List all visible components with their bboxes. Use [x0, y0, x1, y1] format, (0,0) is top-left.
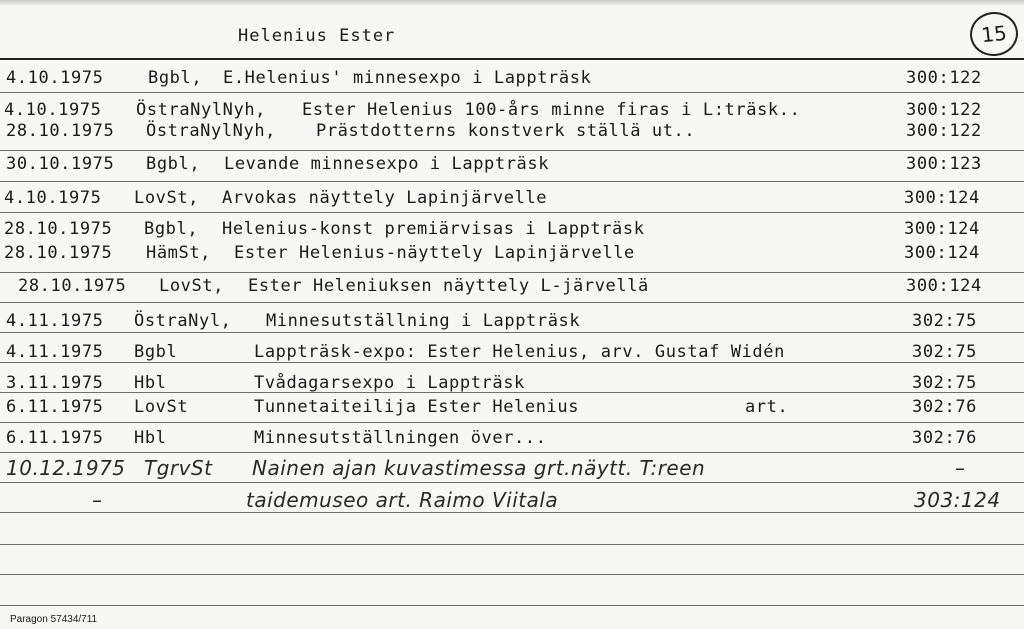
card-number: 15	[980, 20, 1008, 48]
entry-ref: 302:75	[912, 342, 978, 362]
ruled-line	[0, 272, 1024, 273]
ruled-line	[0, 574, 1024, 575]
entry-date: 6.11.1975	[6, 428, 104, 448]
entry-date: 28.10.1975	[4, 219, 113, 239]
handwritten-entry-row	[0, 488, 1024, 510]
entry-date: 4.11.1975	[6, 311, 104, 331]
ruled-line	[0, 422, 1024, 423]
entry-row	[0, 154, 1024, 176]
entry-row	[0, 68, 1024, 90]
ruled-line	[0, 92, 1024, 93]
entry-title: Ester Helenius 100-års minne firas i L:träsk..	[302, 100, 801, 120]
entry-ref: 302:75	[912, 311, 978, 331]
handwritten-title: taidemuseo art. Raimo Viitala	[246, 488, 559, 512]
entry-ref: 300:124	[904, 243, 980, 263]
entry-source: Bgbl,	[144, 219, 199, 239]
handwritten-entry-row	[0, 456, 1024, 478]
entry-title: E.Helenius' minnesexpo i Lappträsk	[223, 68, 592, 88]
entry-title: Arvokas näyttely Lapinjärvelle	[222, 188, 548, 208]
entry-row	[0, 342, 1024, 364]
ruled-line	[0, 482, 1024, 483]
ruled-line	[0, 544, 1024, 545]
entry-ref: 302:76	[912, 397, 978, 417]
entry-title: Minnesutställningen över...	[254, 428, 547, 448]
entry-date: 4.10.1975	[6, 68, 104, 88]
entry-row	[0, 373, 1024, 395]
entry-source: LovSt,	[134, 188, 200, 208]
entry-title: Ester Heleniuksen näyttely L-järvellä	[248, 276, 649, 296]
entry-row	[0, 121, 1024, 143]
entry-title: Minnesutställning i Lappträsk	[266, 311, 581, 331]
handwritten-ref: 303:124	[914, 488, 1001, 512]
entry-date: 28.10.1975	[4, 243, 113, 263]
entry-date: 4.11.1975	[6, 342, 104, 362]
ruled-line	[0, 181, 1024, 182]
entry-ref: 300:124	[906, 276, 982, 296]
ruled-line	[0, 302, 1024, 303]
ruled-line	[0, 452, 1024, 453]
entry-row	[0, 276, 1024, 298]
entry-source: Bgbl,	[148, 68, 203, 88]
entry-row	[0, 188, 1024, 210]
entry-row	[0, 428, 1024, 450]
entry-ref: 300:122	[906, 121, 982, 141]
card-subject-name: Helenius Ester	[238, 26, 396, 46]
entry-source: Hbl	[134, 373, 167, 393]
entry-title: Helenius-konst premiärvisas i Lappträsk	[222, 219, 645, 239]
entry-row	[0, 397, 1024, 419]
entry-source: Bgbl	[134, 342, 178, 362]
entry-row	[0, 243, 1024, 265]
handwritten-title: Nainen ajan kuvastimessa grt.näytt. T:reen	[252, 456, 706, 480]
ruled-line	[0, 512, 1024, 513]
entry-ref: 302:76	[912, 428, 978, 448]
entry-date: 28.10.1975	[18, 276, 127, 296]
handwritten-ref: –	[955, 456, 966, 480]
entry-title: Lappträsk-expo: Ester Helenius, arv. Gustaf Widén	[254, 342, 785, 362]
handwritten-date: 10.12.1975	[6, 456, 126, 480]
entry-ref: 300:124	[904, 188, 980, 208]
scan-edge-shadow	[0, 0, 1024, 6]
entry-row	[0, 311, 1024, 333]
entry-article-note: art.	[745, 397, 789, 417]
entry-title: Tvådagarsexpo i Lappträsk	[254, 373, 525, 393]
ruled-line	[0, 212, 1024, 213]
entry-ref: 300:122	[906, 68, 982, 88]
entry-title: Prästdotterns konstverk ställä ut..	[316, 121, 696, 141]
header-rule	[0, 58, 1024, 60]
handwritten-source: TgrvSt	[144, 456, 213, 480]
entry-date: 28.10.1975	[6, 121, 115, 141]
entry-source: ÖstraNylNyh,	[146, 121, 277, 141]
card-print-footer: Paragon 57434/711	[10, 614, 98, 625]
ruled-line	[0, 605, 1024, 606]
entry-source: Bgbl,	[146, 154, 201, 174]
entry-ref: 300:122	[906, 100, 982, 120]
entry-row	[0, 100, 1024, 122]
entry-row	[0, 219, 1024, 241]
card-number-circle	[968, 10, 1020, 59]
ruled-line	[0, 150, 1024, 151]
entry-ref: 300:123	[906, 154, 982, 174]
entry-source: HämSt,	[146, 243, 212, 263]
entry-date: 4.10.1975	[4, 100, 102, 120]
entry-source: Hbl	[134, 428, 167, 448]
entry-source: LovSt	[134, 397, 189, 417]
entry-date: 6.11.1975	[6, 397, 104, 417]
entry-date: 4.10.1975	[4, 188, 102, 208]
entry-source: ÖstraNyl,	[134, 311, 232, 331]
entry-date: 30.10.1975	[6, 154, 115, 174]
entry-title: Tunnetaiteilija Ester Helenius	[254, 397, 580, 417]
entry-ref: 300:124	[904, 219, 980, 239]
entry-title: Ester Helenius-näyttely Lapinjärvelle	[234, 243, 635, 263]
entry-date: 3.11.1975	[6, 373, 104, 393]
entry-source: LovSt,	[159, 276, 225, 296]
entry-source: ÖstraNylNyh,	[136, 100, 267, 120]
handwritten-date: –	[92, 488, 103, 512]
entry-ref: 302:75	[912, 373, 978, 393]
entry-title: Levande minnesexpo i Lappträsk	[224, 154, 550, 174]
